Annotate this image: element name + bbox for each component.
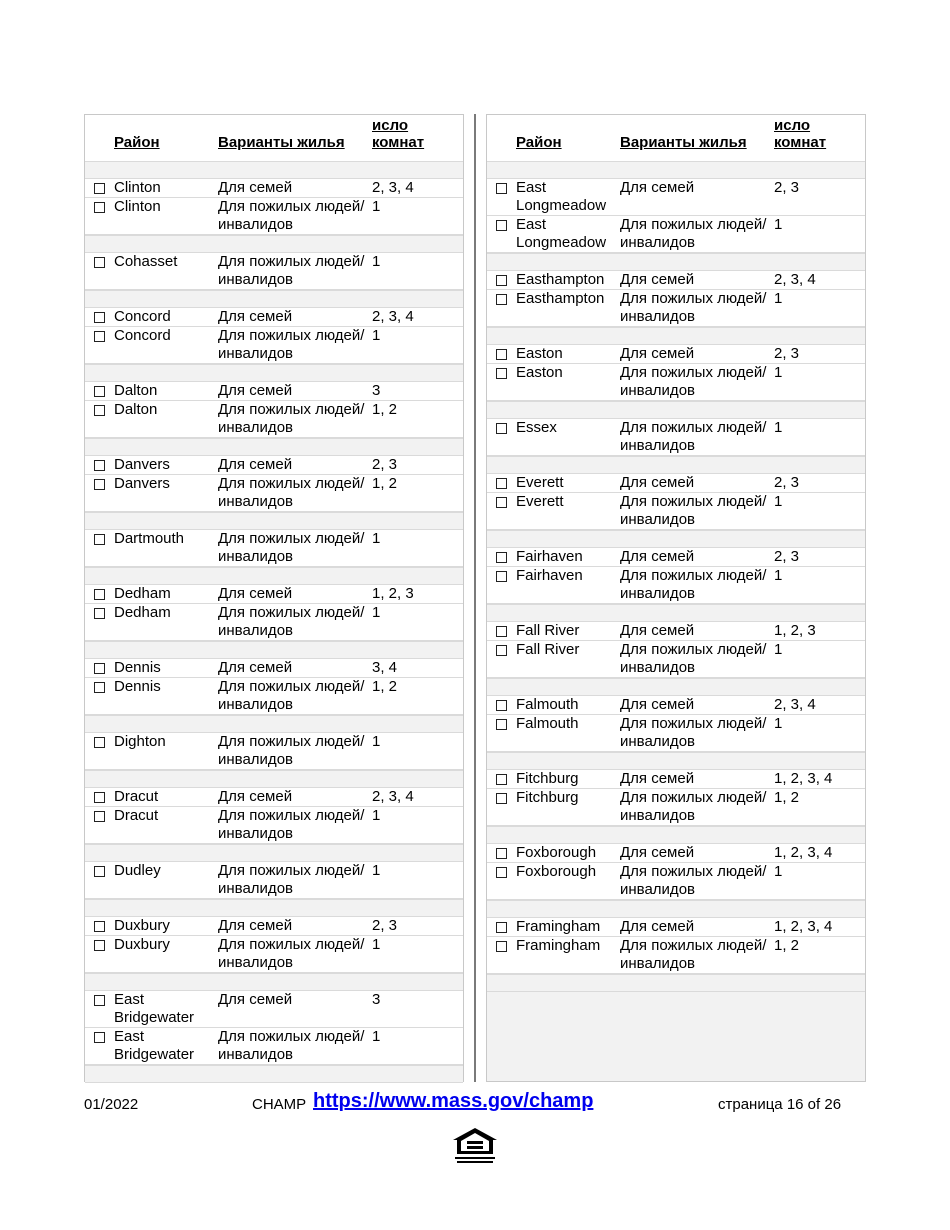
room-count: 1 — [774, 364, 783, 381]
room-count: 1 — [372, 530, 381, 547]
equal-housing-opportunity-icon — [451, 1126, 499, 1166]
right-rows — [487, 161, 865, 992]
table-row — [85, 179, 463, 198]
checkbox[interactable] — [94, 921, 105, 932]
group-separator — [85, 899, 463, 917]
table-row — [487, 290, 865, 327]
checkbox[interactable] — [94, 608, 105, 619]
area-name: Easthampton — [516, 271, 605, 288]
room-count: 2, 3, 4 — [774, 696, 816, 713]
group-separator — [85, 844, 463, 862]
area-name: Dalton — [114, 382, 158, 399]
area-name: Foxborough — [516, 863, 597, 880]
table-row — [85, 991, 463, 1028]
room-count: 1 — [372, 862, 381, 879]
housing-type: Для пожилых людей/инвалидов — [218, 253, 365, 288]
table-row — [85, 475, 463, 512]
header-area: Район — [114, 134, 160, 151]
area-name: Dracut — [114, 807, 159, 824]
area-name: Everett — [516, 474, 564, 491]
room-count: 1 — [774, 493, 783, 510]
group-separator — [85, 290, 463, 308]
area-name: Fairhaven — [516, 567, 583, 584]
housing-type: Для пожилых людей/инвалидов — [620, 364, 767, 399]
housing-type: Для пожилых людей/инвалидов — [218, 530, 365, 565]
room-count: 1, 2 — [372, 475, 398, 492]
room-count: 1, 2, 3, 4 — [774, 770, 833, 787]
area-name: Fall River — [516, 622, 580, 639]
table-row — [487, 789, 865, 826]
housing-type: Для семей — [218, 456, 293, 473]
checkbox[interactable] — [94, 792, 105, 803]
area-name: Easton — [516, 345, 563, 362]
area-name: Concord — [114, 308, 171, 325]
group-separator — [487, 900, 865, 918]
area-name: Cohasset — [114, 253, 178, 270]
group-separator — [85, 1065, 463, 1083]
area-name: Falmouth — [516, 715, 579, 732]
area-name: Danvers — [114, 456, 170, 473]
table-row — [85, 198, 463, 235]
housing-type: Для семей — [218, 917, 293, 934]
checkbox[interactable] — [496, 941, 507, 952]
table-row — [487, 493, 865, 530]
table-row — [85, 327, 463, 364]
housing-type: Для семей — [620, 179, 695, 196]
area-name: Dartmouth — [114, 530, 185, 547]
checkbox[interactable] — [496, 368, 507, 379]
column-header — [85, 115, 463, 161]
area-name: Everett — [516, 493, 564, 510]
area-name: Duxbury — [114, 917, 170, 934]
footer-date: 01/2022 — [84, 1096, 139, 1113]
housing-type: Для семей — [620, 474, 695, 491]
area-name: Clinton — [114, 179, 161, 196]
room-count: 1 — [372, 807, 381, 824]
area-name: Dedham — [114, 585, 171, 602]
column-header — [487, 115, 865, 161]
group-separator — [487, 161, 865, 179]
room-count: 1 — [372, 198, 381, 215]
housing-type: Для пожилых людей/инвалидов — [620, 290, 767, 325]
checkbox[interactable] — [94, 1032, 105, 1043]
group-separator — [85, 512, 463, 530]
checkbox[interactable] — [94, 386, 105, 397]
room-count: 1 — [774, 216, 783, 233]
housing-type: Для семей — [620, 844, 695, 861]
housing-type: Для пожилых людей/инвалидов — [620, 863, 767, 898]
checkbox[interactable] — [496, 867, 507, 878]
group-separator — [487, 327, 865, 345]
area-name: Clinton — [114, 198, 161, 215]
checkbox[interactable] — [94, 312, 105, 323]
area-name: Concord — [114, 327, 171, 344]
room-count: 1 — [774, 419, 783, 436]
header-rooms: исло комнат — [372, 117, 425, 151]
area-name: Dedham — [114, 604, 171, 621]
group-separator — [487, 826, 865, 844]
area-name: East Longmeadow — [516, 179, 607, 214]
room-count: 1, 2 — [372, 401, 398, 418]
checkbox[interactable] — [496, 626, 507, 637]
checkbox[interactable] — [94, 331, 105, 342]
room-count: 1 — [774, 863, 783, 880]
checkbox[interactable] — [94, 940, 105, 951]
area-name: Dudley — [114, 862, 161, 879]
area-name: Dalton — [114, 401, 158, 418]
table-row — [487, 844, 865, 863]
room-count: 1 — [372, 1028, 381, 1045]
housing-type: Для семей — [620, 770, 695, 787]
champ-link[interactable]: https://www.mass.gov/champ — [313, 1090, 594, 1112]
table-row — [85, 604, 463, 641]
table-row — [487, 179, 865, 216]
room-count: 2, 3, 4 — [774, 271, 816, 288]
table-row — [85, 862, 463, 899]
room-count: 1 — [774, 641, 783, 658]
table-row — [487, 474, 865, 493]
checkbox[interactable] — [94, 663, 105, 674]
table-row — [85, 530, 463, 567]
table-row — [487, 937, 865, 974]
table-row — [487, 770, 865, 789]
column-fill — [487, 992, 865, 1081]
page-footer — [0, 1090, 950, 1120]
table-row — [85, 1028, 463, 1065]
housing-type: Для пожилых людей/инвалидов — [620, 419, 767, 454]
room-count: 1, 2 — [774, 937, 800, 954]
housing-type: Для пожилых людей/инвалидов — [620, 937, 767, 972]
table-row — [85, 807, 463, 844]
checkbox[interactable] — [496, 552, 507, 563]
housing-type: Для пожилых людей/инвалидов — [218, 807, 365, 842]
housing-type: Для пожилых людей/инвалидов — [620, 641, 767, 676]
checkbox[interactable] — [94, 682, 105, 693]
area-name: Framingham — [516, 918, 601, 935]
checkbox[interactable] — [94, 183, 105, 194]
table-row — [487, 216, 865, 253]
table-row — [487, 641, 865, 678]
checkbox[interactable] — [496, 645, 507, 656]
group-separator — [85, 770, 463, 788]
housing-type: Для пожилых людей/инвалидов — [620, 715, 767, 750]
area-name: Fitchburg — [516, 789, 579, 806]
room-count: 1, 2, 3, 4 — [774, 918, 833, 935]
room-count: 1 — [372, 253, 381, 270]
housing-type: Для пожилых людей/инвалидов — [620, 216, 767, 251]
header-type: Варианты жилья — [620, 134, 747, 151]
checkbox[interactable] — [94, 257, 105, 268]
table-row — [487, 567, 865, 604]
area-name: Duxbury — [114, 936, 170, 953]
room-count: 1 — [372, 604, 381, 621]
housing-type: Для семей — [620, 696, 695, 713]
table-row — [85, 401, 463, 438]
footer-champ: CHAMP — [252, 1096, 307, 1113]
area-name: Dighton — [114, 733, 166, 750]
checkbox[interactable] — [496, 275, 507, 286]
room-count: 3 — [372, 382, 381, 399]
housing-type: Для пожилых людей/инвалидов — [218, 327, 365, 362]
room-count: 1, 2, 3, 4 — [774, 844, 833, 861]
group-separator — [487, 530, 865, 548]
room-count: 2, 3 — [774, 179, 800, 196]
group-separator — [487, 253, 865, 271]
group-separator — [85, 973, 463, 991]
table-row — [85, 253, 463, 290]
table-row — [487, 863, 865, 900]
housing-type: Для семей — [218, 659, 293, 676]
right-column — [486, 114, 866, 1082]
checkbox[interactable] — [496, 793, 507, 804]
table-row — [487, 696, 865, 715]
group-separator — [85, 364, 463, 382]
area-name: East Longmeadow — [516, 216, 607, 251]
room-count: 1 — [774, 567, 783, 584]
room-count: 1 — [372, 733, 381, 750]
table-row — [487, 918, 865, 937]
area-name: Falmouth — [516, 696, 579, 713]
housing-type: Для пожилых людей/инвалидов — [218, 733, 365, 768]
checkbox[interactable] — [496, 294, 507, 305]
group-separator — [85, 161, 463, 179]
housing-type: Для пожилых людей/инвалидов — [620, 493, 767, 528]
housing-type: Для семей — [218, 788, 293, 805]
group-separator — [487, 604, 865, 622]
header-type: Варианты жилья — [218, 134, 345, 151]
checkbox[interactable] — [496, 700, 507, 711]
room-count: 1, 2 — [372, 678, 398, 695]
table-row — [487, 548, 865, 567]
checkbox[interactable] — [496, 922, 507, 933]
room-count: 3, 4 — [372, 659, 398, 676]
checkbox[interactable] — [496, 478, 507, 489]
checkbox[interactable] — [496, 571, 507, 582]
group-separator — [487, 456, 865, 474]
left-column — [84, 114, 464, 1082]
checkbox[interactable] — [94, 737, 105, 748]
room-count: 2, 3 — [372, 456, 398, 473]
checkbox[interactable] — [94, 460, 105, 471]
checkbox[interactable] — [94, 995, 105, 1006]
area-name: Easthampton — [516, 290, 605, 307]
housing-type: Для пожилых людей/инвалидов — [218, 604, 365, 639]
group-separator — [85, 641, 463, 659]
checkbox[interactable] — [94, 534, 105, 545]
area-name: East Bridgewater — [114, 991, 195, 1026]
area-name: Foxborough — [516, 844, 597, 861]
housing-type: Для семей — [218, 308, 293, 325]
housing-type: Для пожилых людей/инвалидов — [218, 198, 365, 233]
area-name: Dracut — [114, 788, 159, 805]
table-row — [85, 382, 463, 401]
housing-type: Для пожилых людей/инвалидов — [620, 789, 767, 824]
table-row — [487, 364, 865, 401]
area-name: Easton — [516, 364, 563, 381]
housing-type: Для семей — [620, 918, 695, 935]
housing-type: Для семей — [218, 179, 293, 196]
area-name: Fitchburg — [516, 770, 579, 787]
checkbox[interactable] — [94, 811, 105, 822]
area-name: Danvers — [114, 475, 170, 492]
room-count: 1 — [774, 290, 783, 307]
room-count: 2, 3 — [372, 917, 398, 934]
table-row — [85, 456, 463, 475]
page-number: страница 16 of 26 — [718, 1096, 842, 1113]
area-name: Essex — [516, 419, 557, 436]
group-separator — [85, 438, 463, 456]
room-count: 2, 3 — [774, 548, 800, 565]
housing-type: Для пожилых людей/инвалидов — [218, 401, 365, 436]
table-row — [85, 308, 463, 327]
header-area: Район — [516, 134, 562, 151]
header-rooms: исло комнат — [774, 117, 827, 151]
checkbox[interactable] — [94, 202, 105, 213]
group-separator — [85, 567, 463, 585]
table-row — [487, 419, 865, 456]
area-name: Dennis — [114, 678, 161, 695]
table-row — [85, 733, 463, 770]
group-separator — [487, 974, 865, 992]
group-separator — [85, 715, 463, 733]
housing-type: Для семей — [620, 271, 695, 288]
group-separator — [85, 235, 463, 253]
table-row — [85, 936, 463, 973]
column-divider — [474, 114, 476, 1082]
room-count: 2, 3, 4 — [372, 179, 414, 196]
room-count: 3 — [372, 991, 381, 1008]
checkbox[interactable] — [94, 866, 105, 877]
room-count: 1, 2, 3 — [372, 585, 414, 602]
table-row — [487, 271, 865, 290]
room-count: 2, 3 — [774, 474, 800, 491]
table-row — [85, 788, 463, 807]
housing-type: Для пожилых людей/инвалидов — [218, 936, 365, 971]
group-separator — [487, 752, 865, 770]
checkbox[interactable] — [94, 479, 105, 490]
checkbox[interactable] — [496, 719, 507, 730]
housing-type: Для семей — [620, 548, 695, 565]
room-count: 2, 3, 4 — [372, 308, 414, 325]
checkbox[interactable] — [496, 774, 507, 785]
checkbox[interactable] — [94, 589, 105, 600]
area-name: East Bridgewater — [114, 1028, 195, 1063]
table-row — [85, 678, 463, 715]
checkbox[interactable] — [496, 848, 507, 859]
checkbox[interactable] — [496, 497, 507, 508]
table-row — [487, 715, 865, 752]
checkbox[interactable] — [496, 220, 507, 231]
checkbox[interactable] — [496, 423, 507, 434]
housing-type: Для пожилых людей/инвалидов — [218, 475, 365, 510]
checkbox[interactable] — [496, 349, 507, 360]
room-count: 1 — [774, 715, 783, 732]
room-count: 1 — [372, 327, 381, 344]
housing-type: Для семей — [620, 622, 695, 639]
area-name: Fairhaven — [516, 548, 583, 565]
housing-type: Для пожилых людей/инвалидов — [218, 862, 365, 897]
housing-type: Для пожилых людей/инвалидов — [218, 1028, 365, 1063]
checkbox[interactable] — [94, 405, 105, 416]
room-count: 1, 2 — [774, 789, 800, 806]
housing-type: Для семей — [218, 991, 293, 1008]
table-row — [487, 622, 865, 641]
left-rows — [85, 161, 463, 1083]
checkbox[interactable] — [496, 183, 507, 194]
table-row — [487, 345, 865, 364]
group-separator — [487, 678, 865, 696]
table-row — [85, 585, 463, 604]
room-count: 2, 3 — [774, 345, 800, 362]
group-separator — [487, 401, 865, 419]
room-count: 1 — [372, 936, 381, 953]
housing-type: Для семей — [218, 382, 293, 399]
area-name: Dennis — [114, 659, 161, 676]
area-name: Fall River — [516, 641, 580, 658]
housing-type: Для пожилых людей/инвалидов — [620, 567, 767, 602]
table-row — [85, 659, 463, 678]
housing-type: Для семей — [620, 345, 695, 362]
area-name: Framingham — [516, 937, 601, 954]
housing-type: Для семей — [218, 585, 293, 602]
table-row — [85, 917, 463, 936]
room-count: 1, 2, 3 — [774, 622, 816, 639]
room-count: 2, 3, 4 — [372, 788, 414, 805]
housing-type: Для пожилых людей/инвалидов — [218, 678, 365, 713]
